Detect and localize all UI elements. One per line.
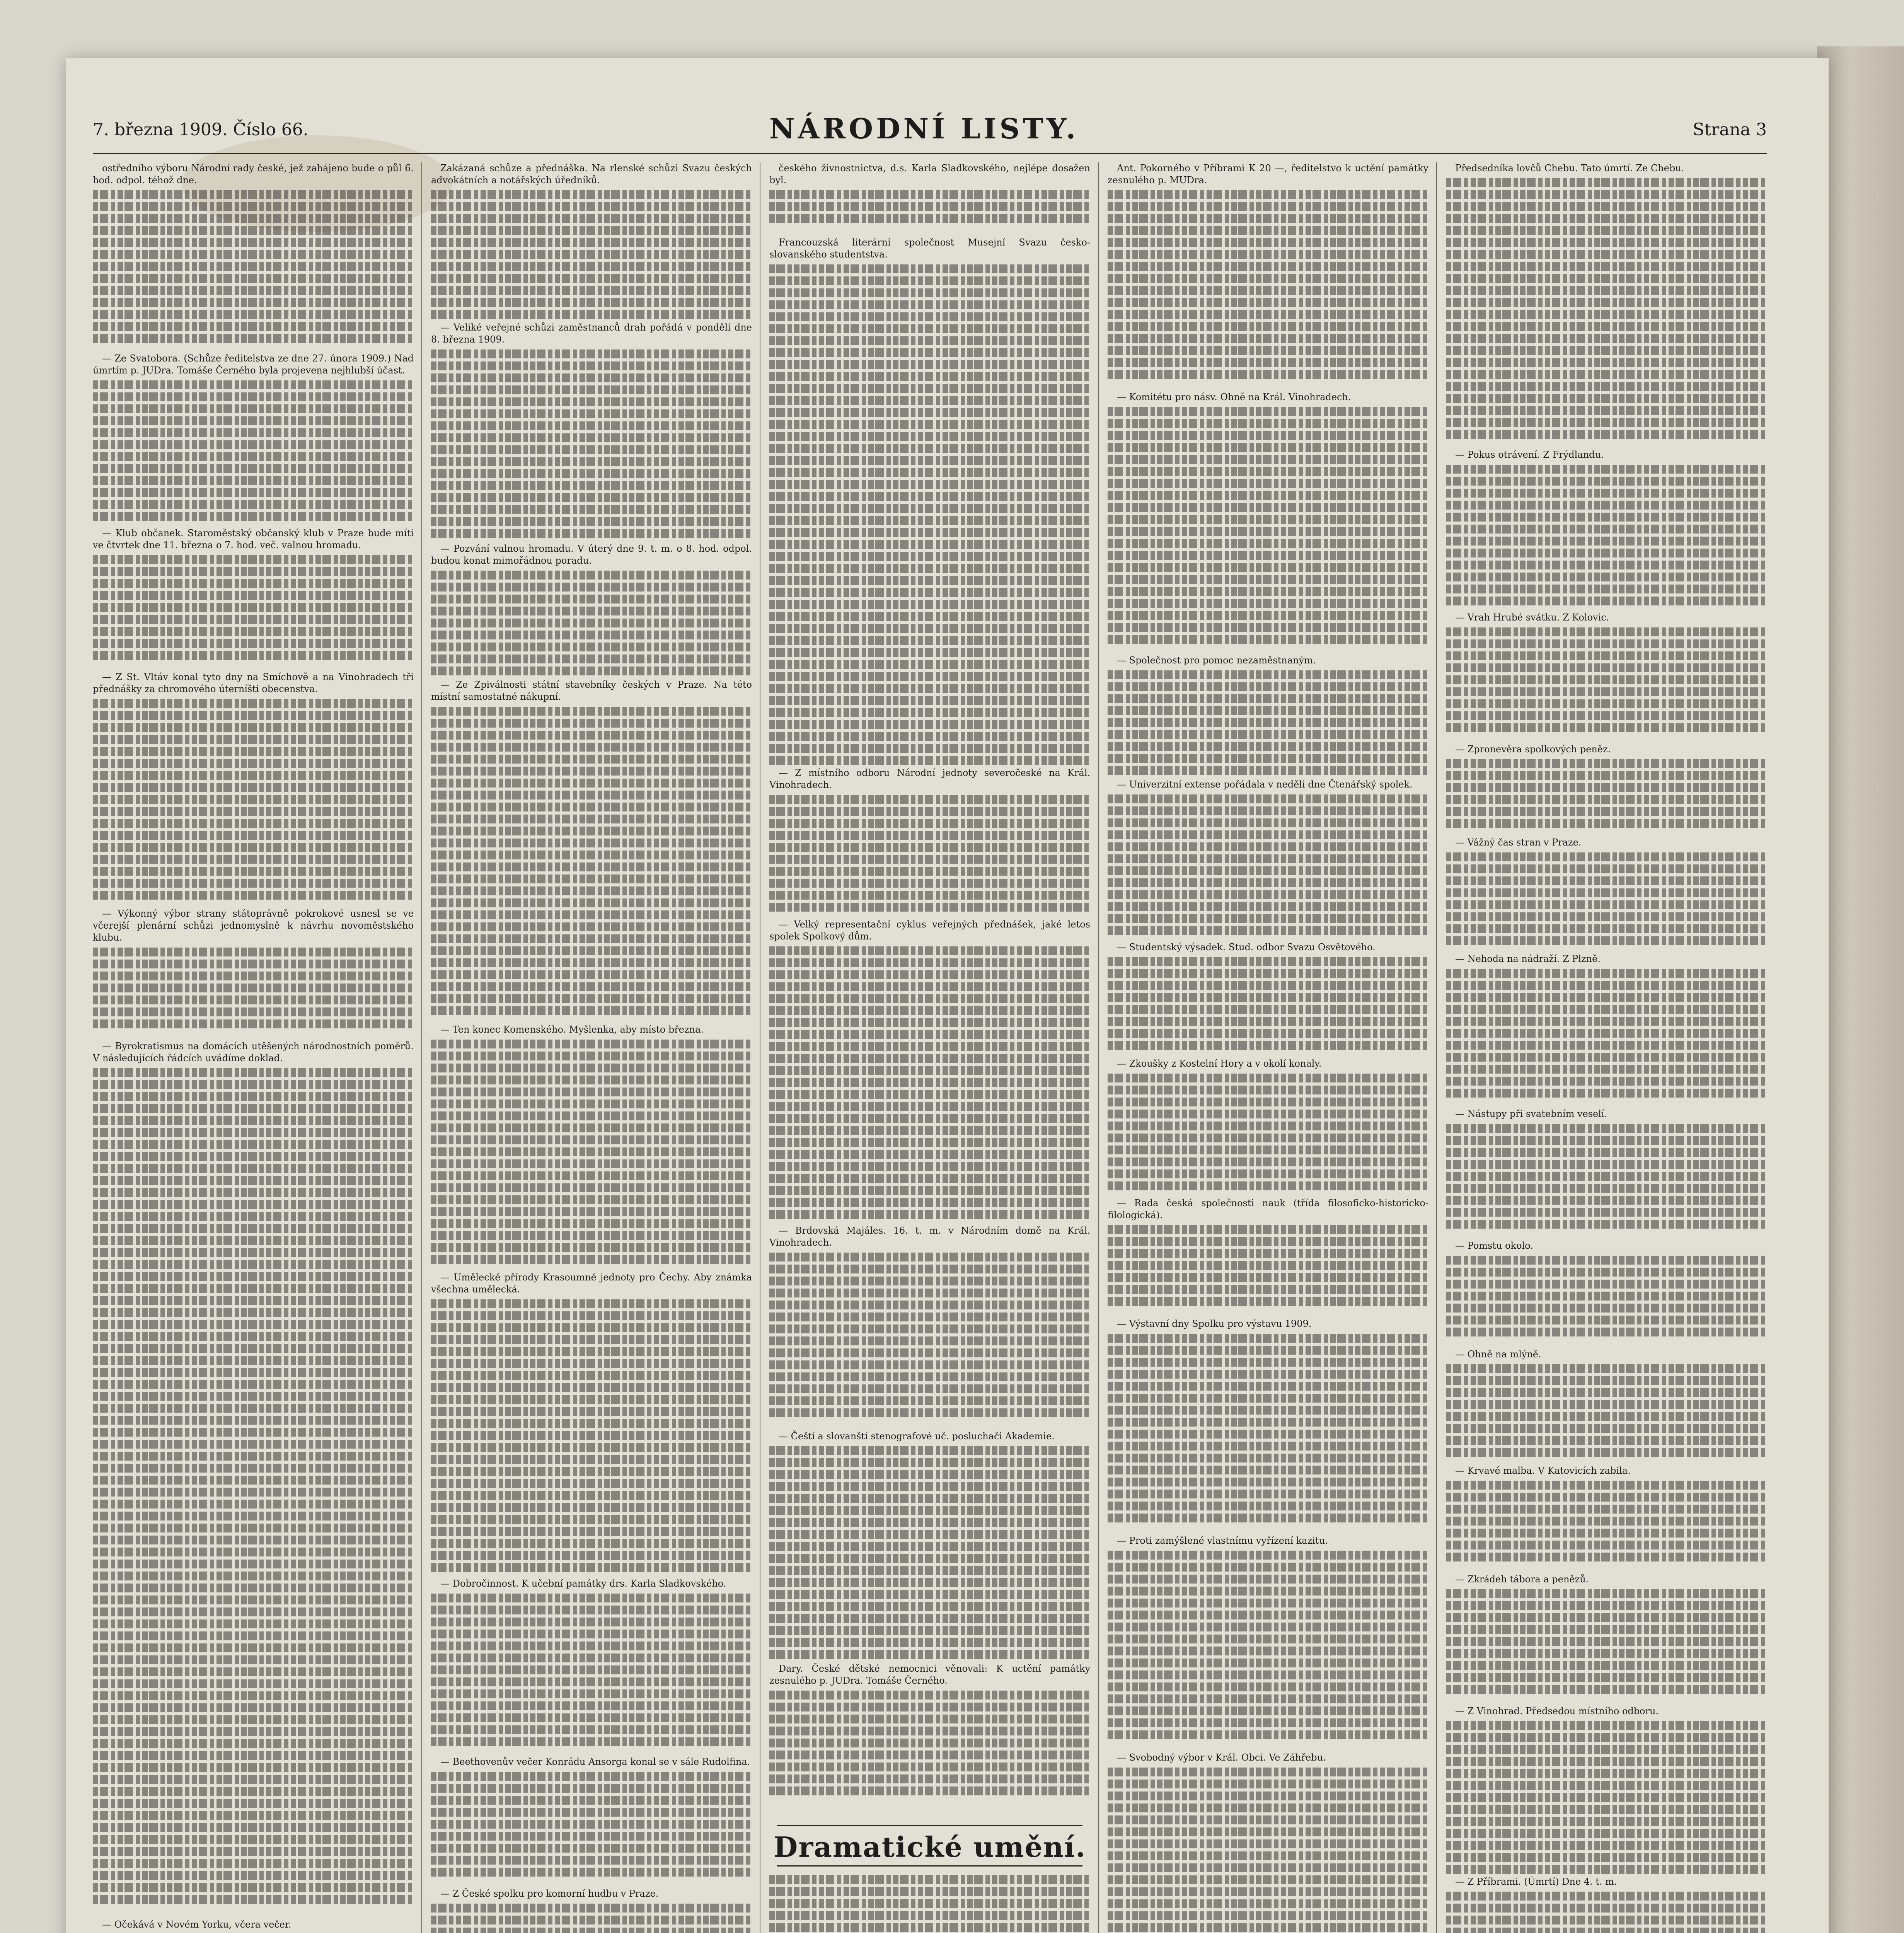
news-paragraph: — Ze Svatobora. (Schůze ředitelstva ze dne 27. února 1909.) Nad úmrtím p. JUDra. Tomáše Černého byla projevena nejhlubší účast. [93,353,414,376]
text-block [1446,627,1767,743]
news-paragraph: Ant. Pokorného v Příbrami K 20 —, ředitelstvo k uctění památky zesnulého p. MUDra. [1108,163,1428,186]
news-paragraph: — Očekává v Novém Yorku, včera večer. [102,1919,291,1930]
text-block [1446,1256,1767,1348]
news-paragraph: — Výkonný výbor strany státoprávně pokrokové usnesl se ve včerejší plenární schůzi jednomyslně k návrhu novoměstského klubu. [93,908,414,943]
article-column-3 [769,162,1090,1821]
text-block [1108,190,1428,391]
news-paragraph: Dary. České dětské nemocnici věnovali: K uctění památky zesnulého p. JUDra. Tomáše Černého. [769,1663,1090,1686]
text-block [1108,1551,1428,1752]
masthead [93,108,1767,155]
text-block [93,190,414,353]
news-paragraph: — Rada česká společnosti nauk (třída filosoficko-historicko-filologická). [1108,1198,1428,1220]
section-rule [777,1865,1082,1867]
text-block [1108,1225,1428,1318]
text-block [1108,957,1428,1058]
news-paragraph: — Umělecké přírody Krasoumné jednoty pro Čechy. Aby známka všechna umělecká. [431,1272,752,1295]
text-block [431,1040,752,1272]
text-block [93,699,414,908]
news-paragraph: — Ze Zpiválnosti státní stavebníky českých v Praze. Na této místní samostatné nákupní. [431,679,752,702]
text-block [769,795,1090,919]
news-paragraph: — Společnost pro pomoc nezaměstnaným. [1117,655,1316,666]
news-paragraph: — Vrah Hrubé svátku. Z Kolovic. [1455,612,1609,623]
news-paragraph: — Ohně na mlýně. [1455,1349,1541,1360]
news-paragraph: — Krvavé malba. V Katovicích zabila. [1455,1465,1631,1476]
news-paragraph: — Beethovenův večer Konrádu Ansorga konal se v sále Rudolfina. [440,1756,750,1767]
text-block [769,1446,1090,1663]
text-block [1108,1074,1428,1197]
news-paragraph: — Byrokratismus na domácích utěšených národnostních poměrů. V následujících řádcích uvádíme doklad. [93,1041,414,1064]
news-paragraph: — Z Příbrami. (Úmrtí) Dne 4. t. m. [1455,1876,1617,1887]
news-paragraph: — Dobročinnost. K učební památky drs. Karla Sladkovského. [440,1578,726,1589]
news-paragraph: — Ten konec Komenského. Myšlenka, aby místo března. [440,1024,704,1035]
text-block [93,555,414,671]
text-block [1446,465,1767,612]
theatre-text-block [769,1875,1090,1933]
news-paragraph: — Univerzitní extense pořádala v neděli dne Čtenářský spolek. [1117,779,1413,790]
text-block [1446,1364,1767,1465]
text-block [1446,178,1767,449]
news-paragraph: — Z České spolku pro komorní hudbu v Praze. [440,1888,659,1899]
text-block [431,1594,752,1756]
header-rule [93,153,1767,154]
news-paragraph: ostředního výboru Národní rady české, jež zahájeno bude o půl 6. hod. odpol. téhož dne. [93,163,414,186]
news-paragraph: — Zkrádeh tábora a penězů. [1455,1574,1589,1585]
text-block [769,1253,1090,1430]
text-block [93,1068,414,1919]
news-paragraph: — Pokus otrávení. Z Frýdlandu. [1455,449,1604,460]
article-column-2 [431,162,752,1933]
text-block [431,571,752,679]
news-paragraph: — Čeští a slovanští stenografové uč. posluchači Akademie. [779,1431,1055,1442]
issue-date: 7. března 1909. Číslo 66. [93,120,309,140]
text-block [431,707,752,1024]
text-block [1446,1124,1767,1240]
news-paragraph: — Nehoda na nádraží. Z Plzně. [1455,953,1601,964]
text-block [93,380,414,527]
text-block [1108,1334,1428,1535]
news-paragraph: — Pozvání valnou hromadu. V úterý dne 9. t. m. o 8. hod. odpol. budou konat mimořádnou poradu. [431,543,752,566]
news-paragraph: — Z St. Vltáv konal tyto dny na Smíchově a na Vinohradech tři přednášky za chromového úterníšti obecenstva. [93,672,414,694]
text-block [1108,407,1428,655]
text-block [769,190,1090,237]
news-paragraph: — Veliké veřejné schůzi zaměstnanců drah pořádá v pondělí dne 8. března 1909. [431,322,752,345]
news-paragraph: Předsedníka lovčů Chebu. Tato úmrtí. Ze Chebu. [1455,163,1684,174]
column-divider [1098,162,1099,1933]
text-block [1108,794,1428,941]
text-block [1446,852,1767,953]
text-block [769,1691,1090,1807]
text-block [1108,1768,1428,1933]
column-divider [421,162,422,1933]
text-block [431,349,752,543]
newspaper-title: NÁRODNÍ LISTY. [769,112,1079,145]
news-paragraph: — Studentský výsadek. Stud. odbor Svazu Osvětového. [1117,942,1376,953]
text-block [1446,759,1767,837]
text-block [431,1299,752,1578]
news-paragraph: — Zkoušky z Kostelní Hory a v okolí konaly. [1117,1058,1322,1069]
news-paragraph: — Klub občanek. Staroměstský občanský klub v Praze bude míti ve čtvrtek dne 11. března o 7. hod. več. valnou hromadu. [93,528,414,551]
news-paragraph: Francouzská literární společnost Musejní Svazu česko-slovanského studentstva. [769,237,1090,260]
text-block [1446,1892,1767,1933]
text-block [1446,1589,1767,1705]
news-paragraph: — Komitétu pro násv. Ohně na Král. Vinohradech. [1117,392,1351,402]
text-block [1446,1481,1767,1573]
news-paragraph: — Brdovská Majáles. 16. t. m. v Národním domě na Král. Vinohradech. [769,1225,1090,1248]
text-block [93,948,414,1040]
page-edge-shadow [1817,46,1904,1933]
news-paragraph: — Velký representační cyklus veřejných přednášek, jaké letos spolek Spolkový dům. [769,919,1090,942]
text-block [1108,670,1428,779]
article-column-4 [1108,162,1428,1933]
news-paragraph: — Pomstu okolo. [1455,1240,1533,1251]
news-paragraph: českého živnostnictva, d.s. Karla Sladkovského, nejlépe dosažen byl. [769,163,1090,186]
text-block [769,946,1090,1225]
news-paragraph: — Vážný čas stran v Praze. [1455,837,1582,848]
text-block [769,264,1090,767]
article-column-1 [93,162,414,1933]
news-paragraph: — Výstavní dny Spolku pro výstavu 1909. [1117,1318,1312,1329]
news-paragraph: — Z Vinohrad. Předsedou místního odboru. [1455,1706,1659,1717]
section-heading: Dramatické umění. [773,1831,1086,1863]
news-paragraph: — Z místního odboru Národní jednoty severočeské na Král. Vinohradech. [769,767,1090,790]
news-paragraph: — Zpronevěra spolkových peněz. [1455,744,1611,755]
news-paragraph: — Nástupy při svatebním veselí. [1455,1108,1607,1119]
news-paragraph: — Proti zamýšlené vlastnímu vyřízení kazitu. [1117,1535,1328,1546]
news-paragraph: Zakázaná schůze a přednáška. Na rlenské schůzi Svazu českých advokátních a notářských úředníků. [431,163,752,186]
article-column-5 [1446,162,1767,1933]
column-divider [1436,162,1437,1933]
text-block [431,1772,752,1888]
section-rule [777,1825,1082,1826]
text-block [431,190,752,322]
text-block [1446,1721,1767,1876]
news-paragraph: — Svobodný výbor v Král. Obci. Ve Záhřebu. [1117,1752,1326,1763]
text-block [1446,969,1767,1108]
text-block [431,1904,752,1933]
page-number: Strana 3 [1693,120,1767,140]
